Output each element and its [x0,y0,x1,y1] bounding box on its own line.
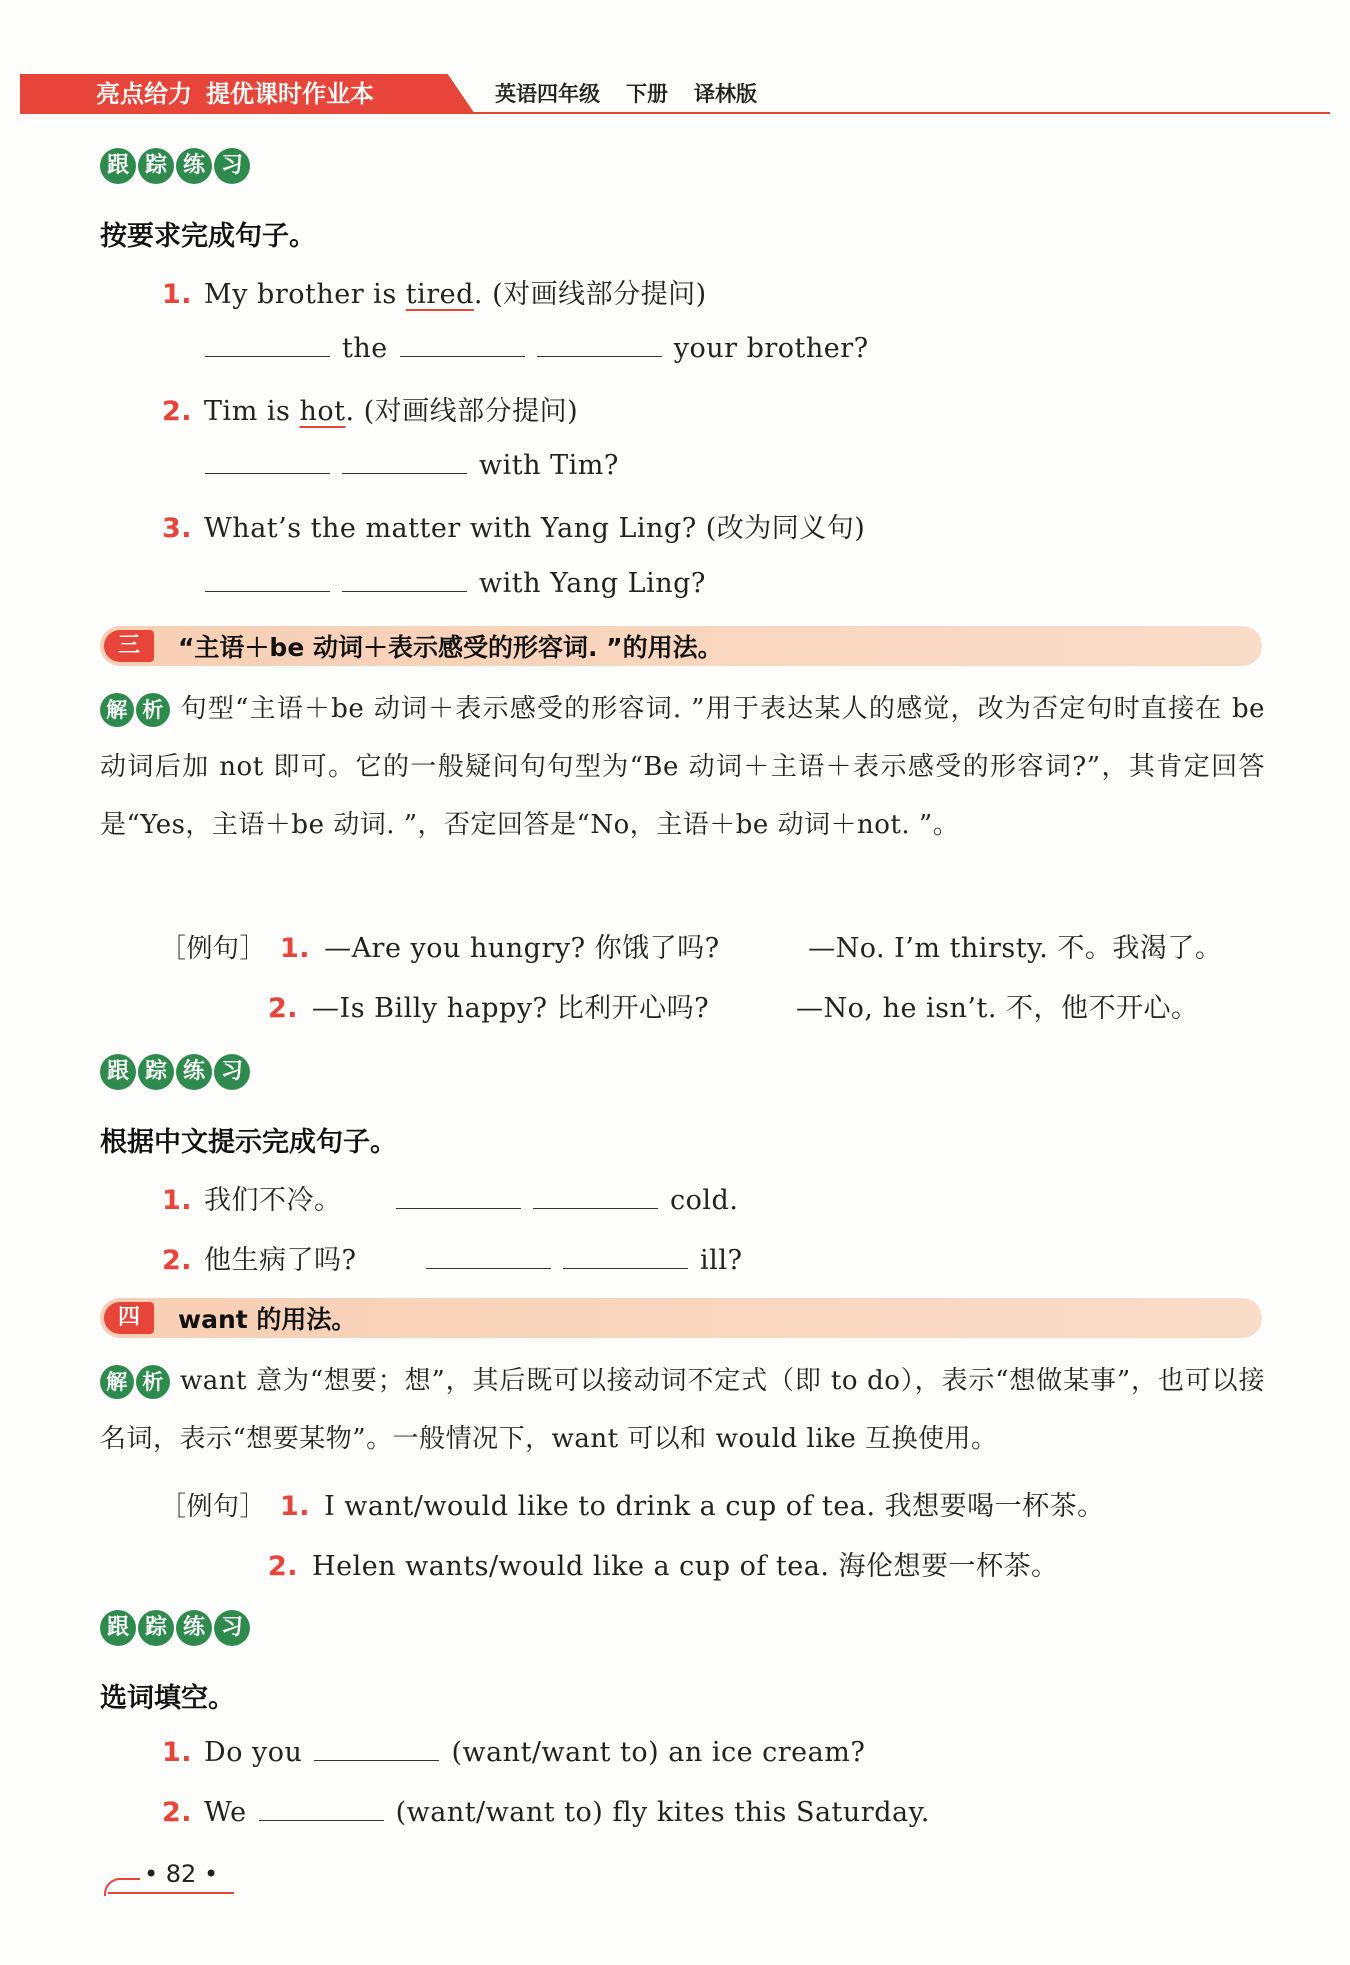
edition: 译林版 [694,82,757,106]
question-p3-1: 1. Do you (want/want to) an ice cream? [162,1734,865,1768]
section-banner-3: 三 “主语＋be 动词＋表示感受的形容词. ”的用法。 [100,626,1262,666]
brand: 亮点给力 [96,80,192,108]
blank[interactable] [342,565,467,592]
question-p2-2: 2. 他生病了吗? ill? [162,1238,742,1277]
blank[interactable] [342,447,467,474]
blank[interactable] [205,330,330,357]
blank[interactable] [563,1242,688,1269]
blank[interactable] [537,330,662,357]
question-1: 1. My brother is tired. (对画线部分提问) [162,279,707,310]
volume: 下册 [626,82,668,106]
practice-badge: 跟 踪 练 习 [100,1610,250,1646]
page-underline [108,1892,234,1894]
subject: 英语四年级 [495,82,600,106]
analysis-badge: 解 析 [100,693,170,727]
section-banner-4: 四 want 的用法。 [100,1298,1262,1338]
instruction: 按要求完成句子。 [100,221,316,252]
analysis-3: 解 析 句型“主语＋be 动词＋表示感受的形容词. ”用于表达某人的感觉，改为否定句时直接在 be 动词后加 not 即可。它的一般疑问句句型为“Be 动词＋主语＋表示感受的形容词?”，其肯定回答是“Yes，主语＋be 动词. ”，否定回答是“No，主语＋be 动词＋not. ”。 [100,694,1265,840]
blank[interactable] [259,1794,384,1821]
blank[interactable] [205,447,330,474]
example-3-2: 2. —Is Billy happy? 比利开心吗? —No, he isn’t. 不，他不开心。 [268,993,1199,1024]
answer-line-2: with Tim? [205,447,619,481]
question-3: 3. What’s the matter with Yang Ling? (改为同义句) [162,513,866,544]
analysis-badge: 解 析 [100,1365,170,1399]
question-2: 2. Tim is hot. (对画线部分提问) [162,396,579,427]
question-p3-2: 2. We (want/want to) fly kites this Saturday. [162,1794,930,1828]
blank[interactable] [533,1182,658,1209]
question-p2-1: 1. 我们不冷。 cold. [162,1178,738,1217]
practice-badge: 跟 踪 练 习 [100,148,250,184]
answer-line-3: with Yang Ling? [205,565,706,599]
instruction: 选词填空。 [100,1683,235,1714]
book-info [495,78,783,108]
series: 提优课时作业本 [206,80,374,108]
page-number: • 82 • [144,1860,219,1888]
blank[interactable] [205,565,330,592]
analysis-4: 解 析 want 意为“想要；想”，其后既可以接动词不定式（即 to do），表示“想做某事”，也可以接名词，表示“想要某物”。一般情况下，want 可以和 would like 互换使用。 [100,1366,1265,1454]
header-title [96,74,388,114]
blank[interactable] [314,1734,439,1761]
example-3-1: ［例句］ 1. —Are you hungry? 你饿了吗? —No. I’m thirsty. 不。我渴了。 [160,933,1223,964]
blank[interactable] [400,330,525,357]
blank[interactable] [426,1242,551,1269]
practice-badge: 跟 踪 练 习 [100,1054,250,1090]
example-4-2: 2. Helen wants/would like a cup of tea. 海伦想要一杯茶。 [268,1551,1059,1582]
answer-line-1: the your brother? [205,330,869,364]
blank[interactable] [396,1182,521,1209]
instruction: 根据中文提示完成句子。 [100,1127,397,1158]
example-4-1: ［例句］ 1. I want/would like to drink a cup of tea. 我想要喝一杯茶。 [160,1491,1105,1522]
